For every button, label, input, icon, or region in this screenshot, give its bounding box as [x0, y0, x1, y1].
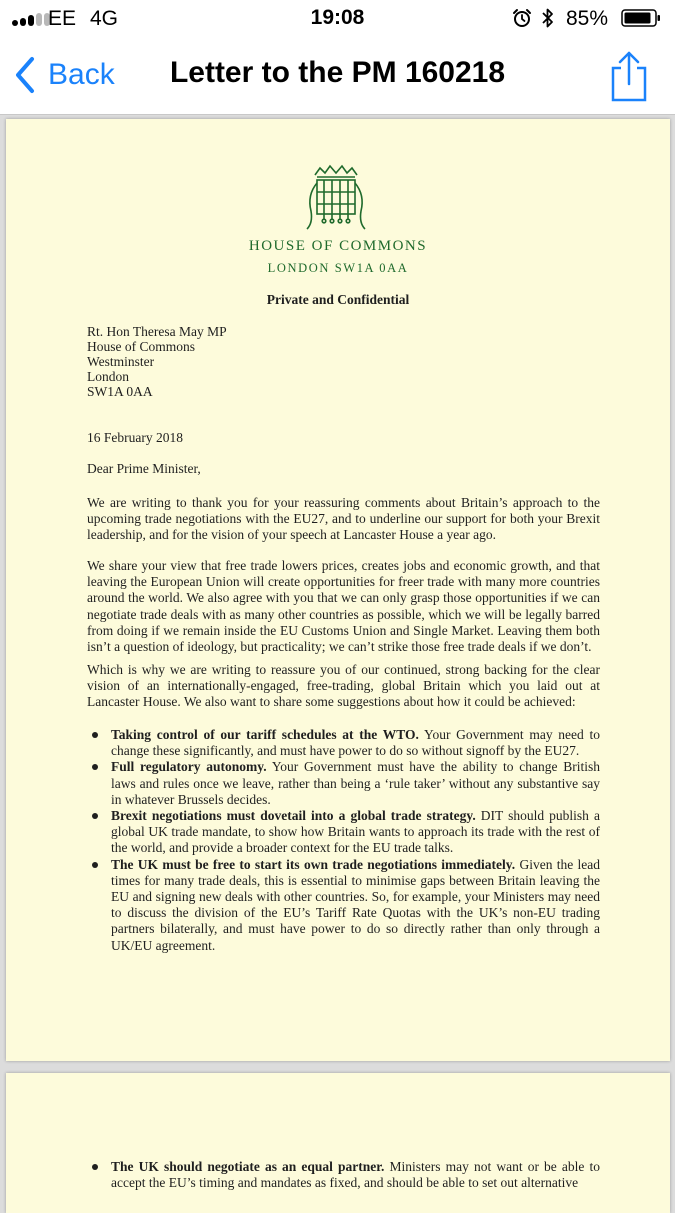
suggestions-list [87, 727, 600, 954]
suggestion-item [87, 1159, 600, 1191]
suggestion-heading: Taking control of our tariff schedules at the WTO. [111, 727, 419, 742]
salutation: Dear Prime Minister, [87, 461, 201, 476]
back-button[interactable] [12, 50, 115, 100]
share-icon[interactable] [607, 50, 651, 102]
suggestion-heading: Brexit negotiations must dovetail into a global trade strategy. [111, 808, 476, 824]
battery-percentage: 85% [566, 7, 609, 30]
alarm-icon [512, 8, 532, 28]
document-page-1[interactable] [6, 119, 670, 1061]
recipient-line: SW1A 0AA [87, 384, 153, 399]
bullet-icon [92, 732, 98, 738]
suggestion-text: Given the lead times for many trade deals, this is essential to minimise gaps between Britain leaving the EU and signing new deals with other countries. So, for example, your Ministers may need to discuss the division of the EU’s Tariff Rate Quotas with the UK’s non-EU trading partners bilaterally, and must have power to do so directly rather than only through a UK/EU agreement. [111, 856, 600, 953]
navigation-bar [0, 38, 675, 115]
bluetooth-icon [541, 7, 555, 29]
letterhead-address: LONDON SW1A 0AA [267, 261, 409, 275]
suggestion-item [87, 727, 600, 759]
suggestion-item [87, 857, 600, 954]
recipient-line: Westminster [87, 354, 155, 369]
suggestion-item [87, 808, 600, 857]
document-page-2[interactable] [6, 1073, 670, 1213]
bullet-icon [92, 1164, 98, 1170]
suggestions-list-continued [87, 1159, 600, 1191]
suggestion-text: Ministers may not want or be able to accept the EU’s timing and mandates as fixed, and should be able to set out alternative [111, 1159, 600, 1191]
body-paragraph: We are writing to thank you for your reassuring comments about Britain’s approach to the upcoming trade negotiations with the EU27, and to underline our support for both your Brexit leadership, and for the vision of your speech at Lancaster House a year ago. [87, 495, 600, 543]
letter-date: 16 February 2018 [87, 430, 183, 445]
letterhead-name: HOUSE OF COMMONS [248, 238, 428, 254]
document-title: Letter to the PM 160218 [169, 56, 506, 89]
suggestion-text: DIT should publish a global UK trade mandate, to show how Britain wants to approach its trade with the rest of the world, and provide a broader context for the EU trade talks. [111, 808, 600, 856]
bullet-icon [92, 862, 98, 868]
portcullis-crest-icon [303, 163, 369, 235]
body-paragraph: We share your view that free trade lowers prices, creates jobs and economic growth, and that leaving the European Union will create opportunities for freer trade with many more countries around the world. We also agree with you that we can only grasp those opportunities if we can negotiate trade deals with as many other countries as possible, which we will be legally barred from doing if we remain inside the EU Customs Union and Single Market. Leaving them both isn’t a question of ideology, but practicality; we can’t strike those free trade deals if we don’t. [87, 558, 600, 655]
bullet-icon [92, 813, 98, 819]
body-paragraph: Which is why we are writing to reassure you of our continued, strong backing for the clear vision of an internationally-engaged, free-trading, global Britain which you laid out at Lancaster House. We also want to share some suggestions about how it could be achieved: [87, 662, 600, 710]
carrier-label: EE [48, 7, 77, 30]
suggestion-text: Your Government may need to change these significantly, and must have power to do so without signoff by the EU27. [111, 727, 600, 759]
chevron-left-icon [12, 55, 36, 95]
confidentiality-heading: Private and Confidential [266, 292, 410, 307]
suggestion-text: Your Government must have the ability to change British laws and rules once we leave, rather than being a ‘rule taker’ without any substantive say in whatever Brussels decides. [111, 759, 600, 807]
back-label: Back [48, 58, 115, 91]
battery-icon [621, 9, 661, 27]
suggestion-heading: Full regulatory autonomy. [111, 759, 267, 775]
recipient-line: London [87, 369, 129, 384]
recipient-line: House of Commons [87, 339, 195, 354]
suggestion-heading: The UK should negotiate as an equal partner. [111, 1159, 385, 1174]
suggestion-item [87, 759, 600, 808]
status-time: 19:08 [310, 6, 365, 29]
status-bar [0, 0, 675, 38]
network-type-label: 4G [90, 7, 119, 30]
recipient-line: Rt. Hon Theresa May MP [87, 324, 227, 339]
suggestion-heading: The UK must be free to start its own trade negotiations immediately. [111, 856, 516, 872]
bullet-icon [92, 764, 98, 770]
